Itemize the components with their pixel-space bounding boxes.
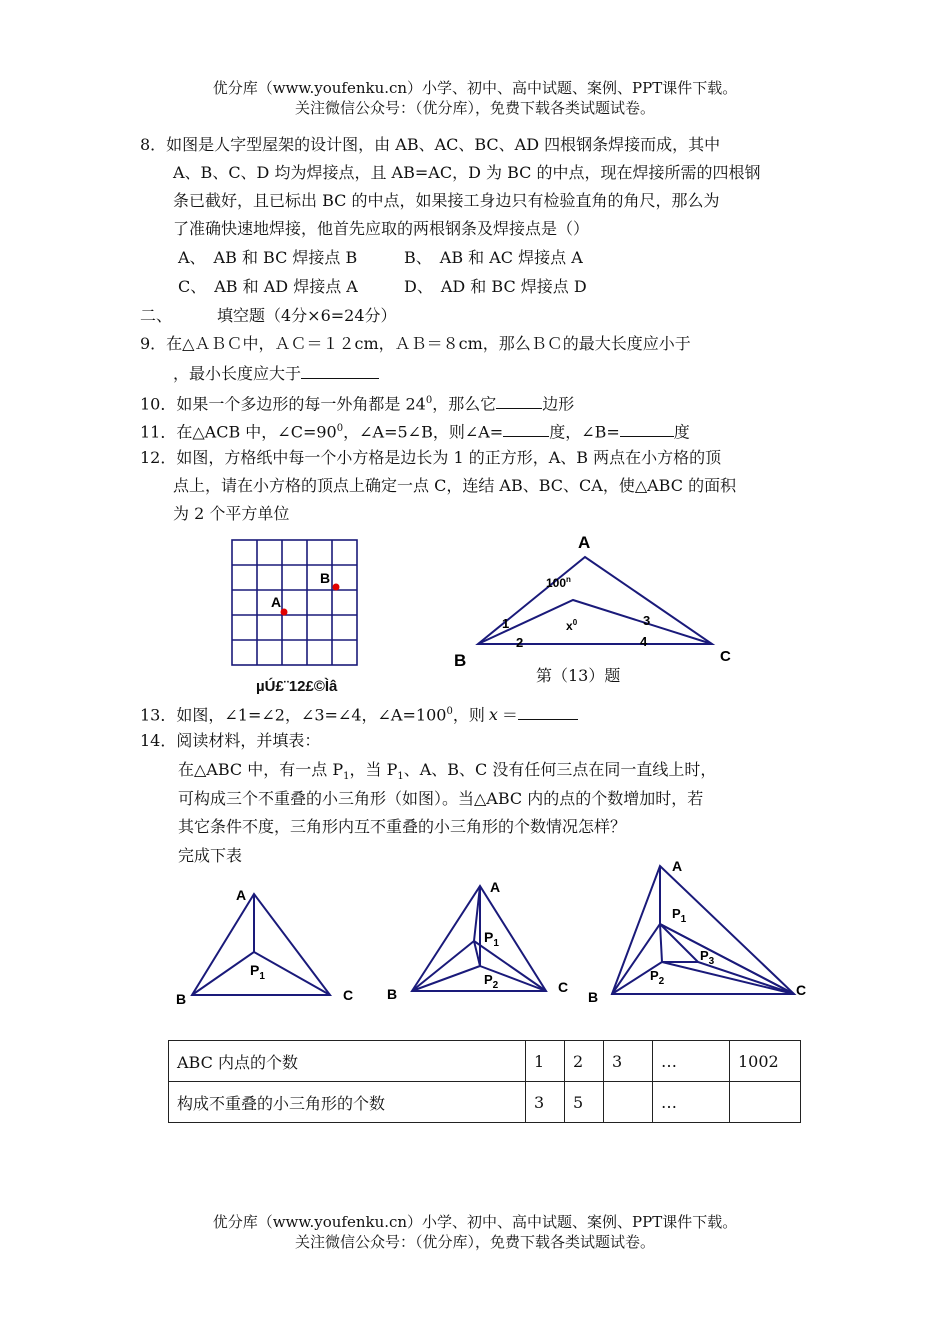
triangle-1-p-sub: 1 <box>259 971 265 982</box>
triangle-3-label-p1 <box>672 906 687 925</box>
table-cell: 2 <box>565 1041 604 1082</box>
triangle-1-label-c: C <box>343 987 354 1003</box>
fig13-x-label <box>566 618 578 633</box>
fig13-caption: 第（13）题 <box>536 666 621 685</box>
triangle-1-p: P <box>250 962 260 978</box>
q12-line-3: 为 2 个平方单位 <box>173 504 290 523</box>
table-cell: … <box>653 1082 730 1123</box>
q12-grid-figure <box>226 534 362 670</box>
q14-line-1a: 在△ABC 中，有一点 P <box>178 760 344 779</box>
fig13-lines <box>478 557 712 644</box>
triangle-2-label-b: B <box>387 986 398 1002</box>
triangle-3-label-c: C <box>796 982 807 998</box>
triangle-3-p1: P <box>672 906 681 921</box>
fig13-figure <box>450 528 750 668</box>
q14-line-3: 其它条件不度，三角形内互不重叠的小三角形的个数情况怎样？ <box>178 817 627 836</box>
grid-label-a: A <box>271 594 282 610</box>
table-answer-cell[interactable] <box>730 1082 801 1123</box>
triangle-2-label-p1 <box>484 929 499 949</box>
table-answer-cell[interactable] <box>604 1082 653 1123</box>
q13-variable-x: x <box>488 705 498 725</box>
triangle-2-label-a: A <box>490 879 501 895</box>
table-cell: 3 <box>526 1082 565 1123</box>
q13-text-a: 13．如图，∠1=∠2，∠3=∠4，∠A=100 <box>140 705 447 725</box>
grid-label-b: B <box>320 570 331 586</box>
q14-line-2: 可构成三个不重叠的小三角形（如图）。当△ABC 内的点的个数增加时，若 <box>178 789 704 808</box>
q14-title: 14．阅读材料，并填表： <box>140 731 321 750</box>
q8-line-3: 条已截好，且已标出 BC 的中点，如果接工身边只有检验直角的角尺，那么为 <box>173 191 720 210</box>
fig13-angle-3: 3 <box>643 613 651 628</box>
fig13-x-sup: 0 <box>572 618 578 627</box>
grid-point-a <box>281 609 288 616</box>
q11-angle-a-blank[interactable] <box>503 420 549 437</box>
q14-line-1c: 、A、B、C 没有任何三点在同一直线上时， <box>403 760 717 779</box>
triangle-3-p1-sub: 1 <box>680 914 687 925</box>
triangle-2-p1: P <box>484 929 494 945</box>
q11-angle-b-blank[interactable] <box>620 420 674 437</box>
q11-text-b: ，∠A=5∠B，则∠A= <box>343 422 504 442</box>
section-2-number: 二、 <box>140 306 173 325</box>
table-cell: 3 <box>604 1041 653 1082</box>
triangle-3-p2-sub: 2 <box>658 976 665 987</box>
table-cell: ABC 内点的个数 <box>169 1041 526 1082</box>
fig13-angle-4: 4 <box>640 634 648 649</box>
triangle-3-label-a: A <box>672 858 683 874</box>
triangle-3-lines <box>612 866 794 994</box>
table-cell: 5 <box>565 1082 604 1123</box>
q8-option-a: A、 AB 和 BC 焊接点 B <box>178 248 358 267</box>
triangle-1-label-b: B <box>176 991 187 1007</box>
q13-text-b: ，则 <box>452 705 485 725</box>
table-row <box>169 1082 801 1123</box>
q8-line-2: A、B、C、D 均为焊接点，且 AB=AC，D 为 BC 的中点，现在焊接所需的四根钢 <box>173 163 761 182</box>
fig13-angle-value: 100 <box>546 576 567 590</box>
grid-lines <box>232 540 357 665</box>
table-cell: 1 <box>526 1041 565 1082</box>
header-line-1: 优分库（www.youfenku.cn）小学、初中、高中试题、案例、PPT课件下载。 <box>212 79 738 97</box>
triangle-1-label-a: A <box>236 887 247 903</box>
q10 <box>140 390 574 415</box>
q14-p-sub-2: 1 <box>397 771 404 783</box>
fig13-angle-sup: n <box>566 575 571 584</box>
q11 <box>140 418 690 443</box>
q10-answer-blank[interactable] <box>496 392 542 409</box>
q8-line-1: 8．如图是人字型屋架的设计图，由 AB、AC、BC、AD 四根钢条焊接而成，其中 <box>140 135 721 154</box>
q9-answer-blank[interactable] <box>301 362 379 379</box>
q9-line-1: 9．在△ＡＢＣ中，ＡＣ＝１２cm，ＡＢ＝８cm，那么ＢＣ的最大长度应小于 <box>140 334 691 353</box>
header-line-2: 关注微信公众号：（优分库），免费下载各类试题试卷。 <box>294 99 655 117</box>
footer-line-2: 关注微信公众号：（优分库），免费下载各类试题试卷。 <box>294 1233 655 1251</box>
q13-degree: 0 <box>446 706 453 717</box>
fig13-label-b: B <box>454 651 467 668</box>
triangle-2-p1-sub: 1 <box>493 938 499 949</box>
fig13-angle-2: 2 <box>516 635 524 650</box>
table-cell: 1002 <box>730 1041 801 1082</box>
q11-text-a: 11．在△ACB 中，∠C=90 <box>140 422 337 442</box>
q10-text-a: 10．如果一个多边形的每一外角都是 24 <box>140 394 426 414</box>
triangle-figure-2 <box>380 876 580 1008</box>
q14-table <box>168 1040 801 1123</box>
fig13-angle-1: 1 <box>502 616 510 631</box>
fig13-label-c: C <box>720 648 731 665</box>
triangle-1-label-p1 <box>250 962 265 982</box>
triangle-3-p3-sub: 3 <box>708 956 715 967</box>
table-cell: 构成不重叠的小三角形的个数 <box>169 1082 526 1123</box>
triangle-3-p3: P <box>700 948 709 963</box>
q13-equals: ＝ <box>501 705 518 725</box>
q13 <box>140 701 578 726</box>
q8-option-c: C、 AB 和 AD 焊接点 A <box>178 277 358 296</box>
section-2-title: 填空题（4分×6=24分） <box>217 306 397 325</box>
fig13-x: x <box>566 619 573 633</box>
q9-line-2 <box>173 362 379 385</box>
q14-line-4: 完成下表 <box>178 846 243 865</box>
q11-degree: 0 <box>336 423 344 434</box>
q8-option-d: D、 AD 和 BC 焊接点 D <box>404 277 587 296</box>
footer-line-1: 优分库（www.youfenku.cn）小学、初中、高中试题、案例、PPT课件下载。 <box>212 1213 738 1231</box>
q8-line-4: 了准确快速地焊接，他首先应取的两根钢条及焊接点是（） <box>173 219 590 238</box>
q13-answer-blank[interactable] <box>518 703 578 720</box>
fig13-label-a: A <box>578 533 591 552</box>
q9-line-2-text: ，最小长度应大于 <box>173 364 302 383</box>
q14-p-sub-1: 1 <box>343 771 350 783</box>
grid-point-b <box>333 584 340 591</box>
table-row <box>169 1041 801 1082</box>
q10-text-c: 边形 <box>542 394 575 414</box>
triangle-3-label-b: B <box>588 989 599 1005</box>
triangle-2-label-p2 <box>484 972 499 991</box>
table-cell: … <box>653 1041 730 1082</box>
triangle-2-lines <box>412 886 546 991</box>
q12-figure-caption: µÚ£¨12£©Ìâ <box>256 678 338 695</box>
q10-degree: 0 <box>425 395 433 406</box>
triangle-3-label-p2 <box>650 968 665 987</box>
q11-text-c: 度，∠B= <box>549 422 620 442</box>
triangle-2-p2: P <box>484 972 493 987</box>
q14-line-1b: ，当 P <box>349 760 398 779</box>
q10-text-b: ，那么它 <box>432 394 497 414</box>
triangle-figure-1 <box>170 880 370 1010</box>
q11-text-d: 度 <box>673 422 690 442</box>
q12-line-2: 点上，请在小方格的顶点上确定一点 C，连结 AB、BC、CA，使△ABC 的面积 <box>173 476 737 495</box>
fig13-angle-100 <box>546 575 571 590</box>
triangle-3-p2: P <box>650 968 659 983</box>
q8-option-b: B、 AB 和 AC 焊接点 A <box>404 248 583 267</box>
triangle-2-label-c: C <box>558 979 569 995</box>
q12-line-1: 12．如图，方格纸中每一个小方格是边长为 1 的正方形，A、B 两点在小方格的顶 <box>140 448 722 467</box>
q14-line-1 <box>178 759 716 788</box>
triangle-figure-3 <box>580 852 820 1012</box>
triangle-2-p2-sub: 2 <box>492 980 499 991</box>
